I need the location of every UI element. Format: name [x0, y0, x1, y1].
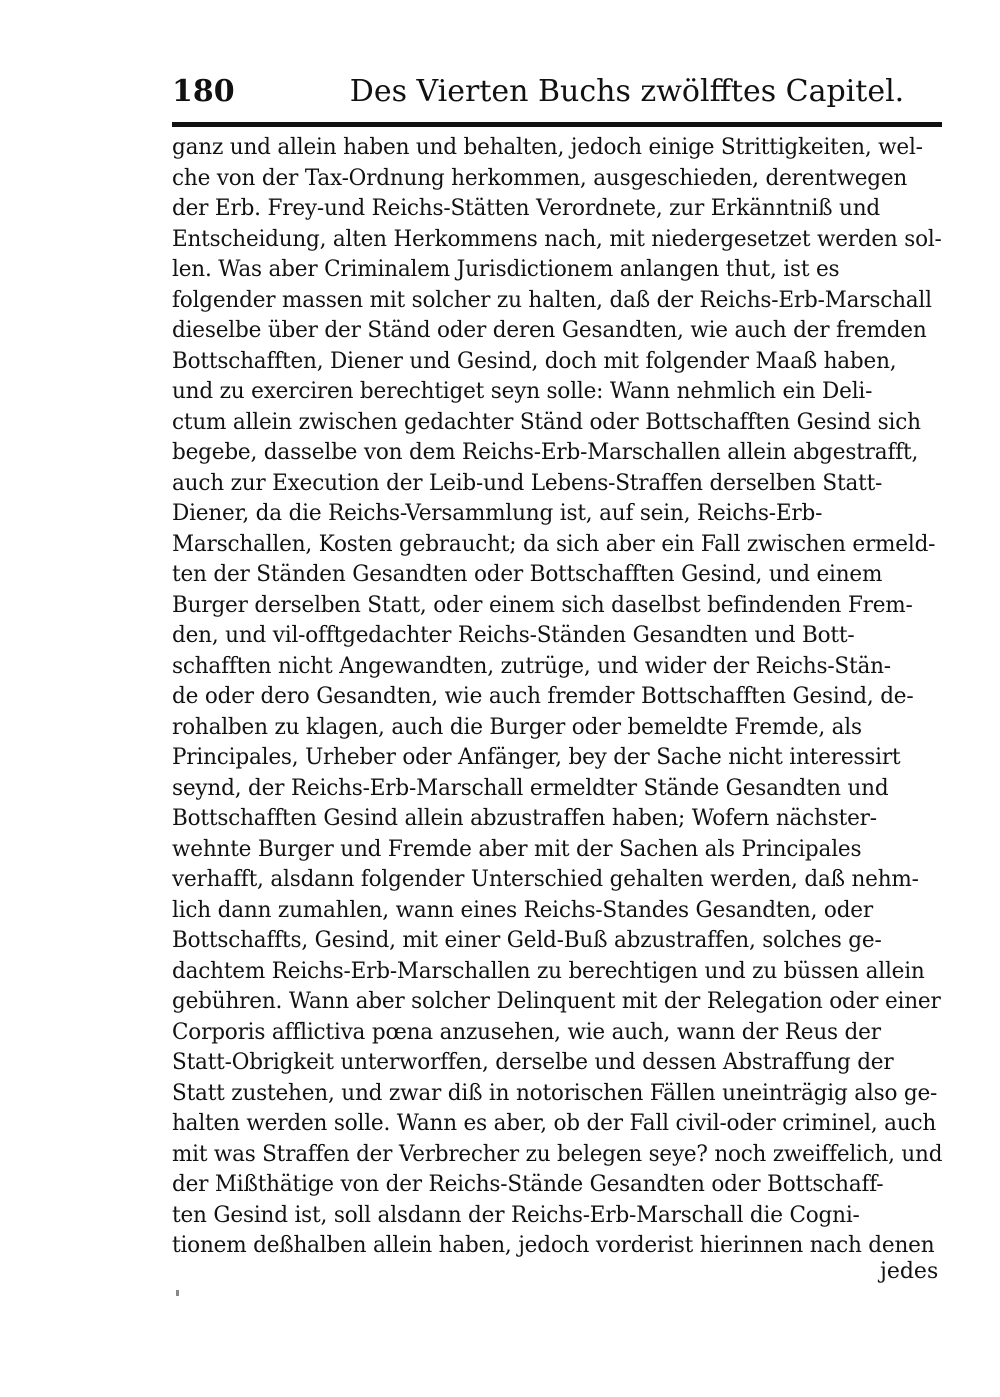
- catchword: jedes: [880, 1259, 939, 1284]
- text-line: ctum allein zwischen gedachter Ständ oder Bottschafften Gesind sich: [172, 408, 921, 435]
- text-line: ten der Ständen Gesandten oder Bottschafften Gesind, und einem: [172, 561, 883, 587]
- text-line: tionem deßhalben allein haben, jedoch vorderist hierinnen nach denen: [172, 1232, 935, 1258]
- body-text: [172, 132, 972, 1261]
- text-line: der Erb. Frey-und Reichs-Stätten Verordnete, zur Erkänntniß und: [172, 195, 881, 221]
- text-line: Entscheidung, alten Herkommens nach, mit niedergesetzet werden sol-: [172, 225, 942, 252]
- text-line: Corporis afflictiva pœna anzusehen, wie auch, wann der Reus der: [172, 1018, 881, 1045]
- page-number: 180: [172, 74, 235, 109]
- text-line: rohalben zu klagen, auch die Burger oder bemeldte Fremde, als: [172, 713, 862, 740]
- header-rule: [172, 122, 942, 127]
- text-line: Marschallen, Kosten gebraucht; da sich aber ein Fall zwischen ermeld-: [172, 530, 936, 557]
- text-line: Bottschafften Gesind allein abzustraffen haben; Wofern nächster-: [172, 805, 877, 831]
- text-line: dachtem Reichs-Erb-Marschallen zu berechtigen und zu büssen allein: [172, 957, 925, 984]
- text-line: verhafft, alsdann folgender Unterschied gehalten werden, daß nehm-: [172, 866, 919, 892]
- text-line: Principales, Urheber oder Anfänger, bey der Sache nicht interessirt: [172, 744, 901, 770]
- text-line: Diener, da die Reichs-Versammlung ist, auf sein, Reichs-Erb-: [172, 500, 823, 526]
- running-head: Des Vierten Buchs zwölfftes Capitel.: [349, 74, 905, 109]
- text-line: auch zur Execution der Leib-und Lebens-Straffen derselben Statt-: [172, 469, 883, 496]
- text-line: Statt-Obrigkeit unterworffen, derselbe und dessen Abstraffung der: [172, 1049, 894, 1075]
- paper-speck: [176, 1290, 179, 1296]
- text-line: schafften nicht Angewandten, zutrüge, und wider der Reichs-Stän-: [172, 652, 891, 679]
- text-line: Bottschaffts, Gesind, mit einer Geld-Buß abzustraffen, solches ge-: [172, 927, 882, 953]
- text-line: Statt zustehen, und zwar diß in notorischen Fällen uneinträgig also ge-: [172, 1079, 938, 1106]
- text-line: den, und vil-offtgedachter Reichs-Ständen Gesandten und Bott-: [172, 622, 855, 648]
- text-line: der Mißthätige von der Reichs-Stände Gesandten oder Bottschaff-: [172, 1171, 884, 1197]
- page-header: [172, 66, 942, 116]
- text-line: Burger derselben Statt, oder einem sich daselbst befindenden Frem-: [172, 591, 913, 618]
- text-line: wehnte Burger und Fremde aber mit der Sachen als Principales: [172, 835, 862, 862]
- text-line: mit was Straffen der Verbrecher zu belegen seye? noch zweiffelich, und: [172, 1140, 943, 1167]
- text-line: che von der Tax-Ordnung herkommen, ausgeschieden, derentwegen: [172, 164, 908, 191]
- text-line: Bottschafften, Diener und Gesind, doch mit folgender Maaß haben,: [172, 347, 897, 374]
- text-line: de oder dero Gesandten, wie auch fremder Bottschafften Gesind, de-: [172, 683, 914, 709]
- text-line: lich dann zumahlen, wann eines Reichs-Standes Gesandten, oder: [172, 896, 873, 923]
- text-line: und zu exerciren berechtiget seyn solle: Wann nehmlich ein Deli-: [172, 378, 873, 404]
- text-line: len. Was aber Criminalem Jurisdictionem anlangen thut, ist es: [172, 256, 840, 282]
- text-line: gebühren. Wann aber solcher Delinquent mit der Relegation oder einer: [172, 988, 941, 1014]
- text-line: ten Gesind ist, soll alsdann der Reichs-Erb-Marschall die Cogni-: [172, 1201, 860, 1228]
- text-line: ganz und allein haben und behalten, jedoch einige Strittigkeiten, wel-: [172, 134, 923, 160]
- text-line: dieselbe über der Ständ oder deren Gesandten, wie auch der fremden: [172, 317, 927, 343]
- text-line: halten werden solle. Wann es aber, ob der Fall civil-oder criminel, auch: [172, 1110, 937, 1136]
- text-line: seynd, der Reichs-Erb-Marschall ermeldter Stände Gesandten und: [172, 774, 889, 801]
- text-line: folgender massen mit solcher zu halten, daß der Reichs-Erb-Marschall: [172, 286, 932, 313]
- text-line: begebe, dasselbe von dem Reichs-Erb-Marschallen allein abgestrafft,: [172, 439, 919, 465]
